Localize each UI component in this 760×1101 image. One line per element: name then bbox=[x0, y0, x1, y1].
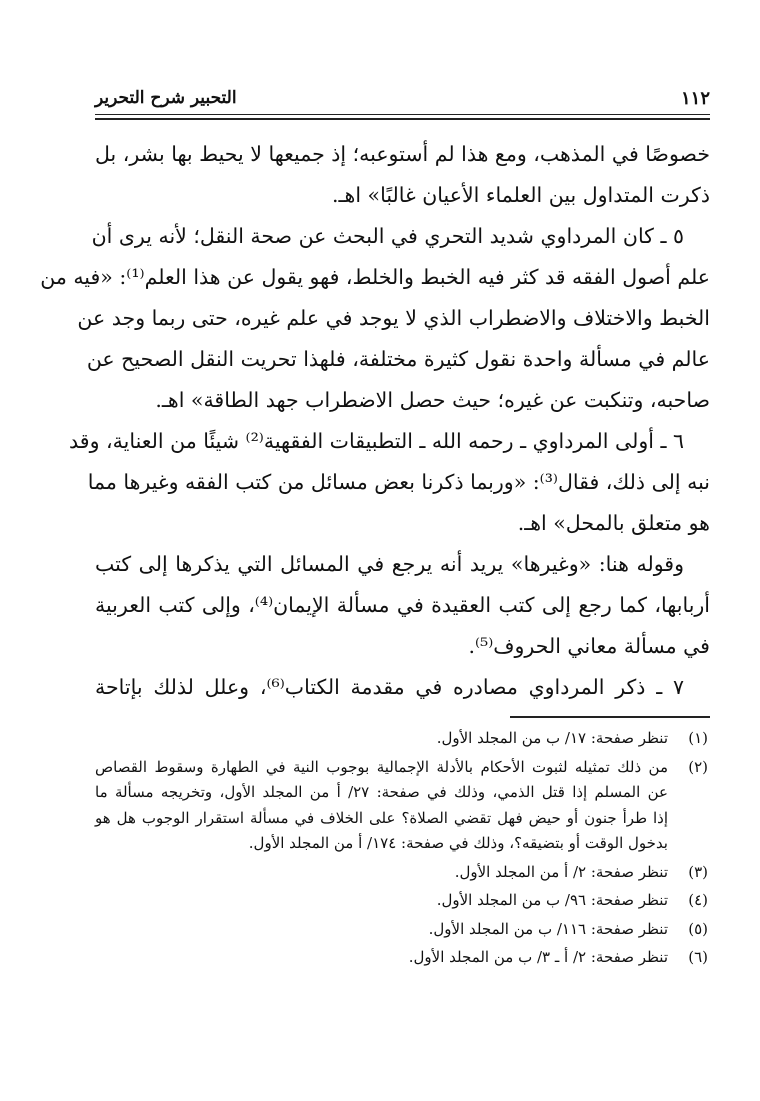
body-line: ٧ ـ ذكر المرداوي مصادره في مقدمة الكتاب⁽⁶⁾، وعلل لذلك بإتاحة bbox=[95, 675, 684, 699]
footnote-number: (٢) bbox=[688, 757, 708, 776]
body-line: ٦ ـ أولى المرداوي ـ رحمه الله ـ التطبيقات الفقهية⁽²⁾ شيئًا من العناية، وقد bbox=[69, 429, 684, 453]
footnote-line: تنظر صفحة: ١١٦/ ب من المجلد الأول. bbox=[428, 919, 668, 938]
footnote-separator bbox=[510, 716, 710, 718]
footnote-line: تنظر صفحة: ١٧/ ب من المجلد الأول. bbox=[436, 729, 668, 747]
body-line: عالم في مسألة واحدة نقول كثيرة مختلفة، فلهذا تحريت النقل الصحيح عن bbox=[86, 347, 710, 371]
running-title: التحبير شرح التحرير bbox=[95, 88, 237, 108]
footnote bbox=[95, 888, 710, 914]
body-line: أربابها، كما رجع إلى كتب العقيدة في مسألة الإيمان⁽⁴⁾، وإلى كتب العربية bbox=[95, 593, 710, 617]
body-text bbox=[40, 134, 710, 708]
body-line: صاحبه، وتنكبت عن غيره؛ حيث حصل الاضطراب جهد الطاقة» اهـ. bbox=[155, 388, 710, 412]
body-line: ذكرت المتداول بين العلماء الأعيان غالبًا» اهـ. bbox=[332, 183, 710, 207]
footnote-number: (١) bbox=[688, 729, 708, 747]
footnote-number: (٦) bbox=[688, 948, 708, 966]
footnote-line: إذا طرأ جنون أو حيض فهل تقضي الصلاة؟ على الخلاف في مسألة استقرار الوجوب هل هو bbox=[95, 808, 668, 827]
header-double-rule bbox=[95, 118, 710, 120]
body-line: الخبط والاختلاف والاضطراب الذي لا يوجد في علم غيره، حتى ربما وجد عن bbox=[77, 306, 710, 330]
footnote-line: عن المسلم إذا قتل الذمي، وذلك في صفحة: ٢٧/ أ من المجلد الأول، وتخريجه مسألة ما bbox=[95, 783, 668, 801]
footnote-line: بدخول الوقت أو بتضيقه؟، وذلك في صفحة: ١٧٤/ أ من المجلد الأول. bbox=[248, 834, 668, 852]
body-line: هو متعلق بالمحل» اهـ. bbox=[517, 511, 710, 535]
footnote bbox=[95, 945, 710, 971]
footnote-number: (٣) bbox=[688, 862, 708, 881]
footnote-number: (٤) bbox=[688, 891, 708, 909]
body-line: وقوله هنا: «وغيرها» يريد أنه يرجع في المسائل التي يذكرها إلى كتب bbox=[95, 552, 684, 576]
body-line: خصوصًا في المذهب، ومع هذا لم أستوعبه؛ إذ جميعها لا يحيط بها بشر، بل bbox=[95, 142, 710, 166]
footnote-line: تنظر صفحة: ٢/ أ من المجلد الأول. bbox=[454, 862, 668, 881]
footnote-line: تنظر صفحة: ٩٦/ ب من المجلد الأول. bbox=[436, 891, 668, 909]
footnote-line: من ذلك تمثيله لثبوت الأحكام بالأدلة الإجمالية بوجوب النية في الطهارة وسقوط القصاص bbox=[95, 757, 668, 776]
footnote bbox=[95, 917, 710, 943]
footnote bbox=[95, 755, 710, 857]
footnotes bbox=[95, 726, 710, 971]
footnote-number: (٥) bbox=[688, 919, 708, 938]
body-line: علم أصول الفقه قد كثر فيه الخبط والخلط، فهو يقول عن هذا العلم⁽¹⁾: «فيه من bbox=[40, 265, 710, 289]
footnote bbox=[95, 726, 710, 752]
running-header bbox=[95, 86, 710, 115]
page-number: ١١٢ bbox=[680, 88, 710, 109]
footnote bbox=[95, 860, 710, 886]
body-line: ٥ ـ كان المرداوي شديد التحري في البحث عن صحة النقل؛ لأنه يرى أن bbox=[91, 224, 684, 248]
book-page bbox=[40, 86, 710, 1086]
body-line: نبه إلى ذلك، فقال⁽³⁾: «وربما ذكرنا بعض مسائل من كتب الفقه وغيرها مما bbox=[87, 470, 710, 494]
footnote-line: تنظر صفحة: ٢/ أ ـ ٣/ ب من المجلد الأول. bbox=[408, 948, 668, 966]
body-line: في مسألة معاني الحروف⁽⁵⁾. bbox=[468, 634, 710, 658]
